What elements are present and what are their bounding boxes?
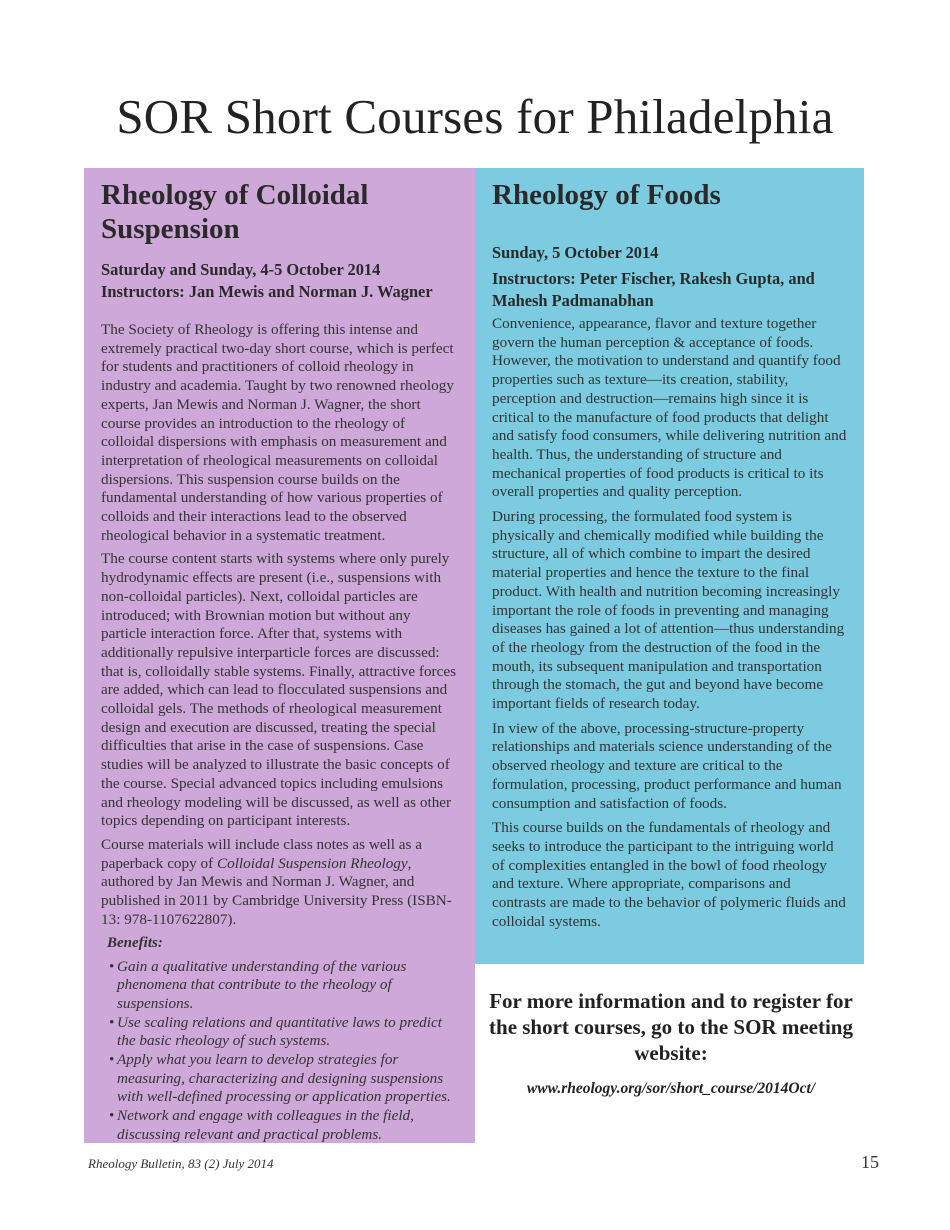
benefit-text: Network and engage with colleagues in the field, discussing relevant and practical problems.	[117, 1107, 414, 1143]
benefit-item	[109, 1051, 459, 1107]
colloidal-suspension-course-panel	[84, 168, 475, 1143]
bullet-icon: •	[109, 1107, 115, 1125]
benefit-item	[109, 1107, 459, 1144]
foods-course-instructors: Instructors: Peter Fischer, Rakesh Gupta, and Mahesh Padmanabhan	[492, 269, 815, 310]
colloidal-paragraph-intro: The Society of Rheology is offering this intense and extremely practical two-day short course, which is perfect for students and practitioners of colloid rheology in industry and academia. Taught by two renowned rheology experts, Jan Mewis and Norman J. Wagner, the short course provides an introduction to the rheology of colloidal dispersions with emphasis on measurement and interpretation of rheological measurements on colloidal dispersions. This suspension course builds on the fundamental understanding of how various properties of colloids and their interactions lead to the observed rheological behavior in a systematic treatment.	[101, 321, 454, 544]
benefit-text: Gain a qualitative understanding of the various phenomena that contribute to the rheology of suspensions.	[117, 957, 407, 1012]
page-title: SOR Short Courses for Philadelphia	[116, 89, 834, 144]
benefits-heading: Benefits:	[107, 934, 163, 951]
benefit-text: Apply what you learn to develop strategies for measuring, characterizing and designing suspensions with well-defined processing or application properties.	[117, 1051, 451, 1106]
colloidal-course-dates: Saturday and Sunday, 4-5 October 2014	[101, 260, 381, 279]
foods-course-title: Rheology of Foods	[492, 179, 721, 211]
promo-heading: For more information and to register for the short courses, go to the SOR meeting website:	[489, 989, 853, 1065]
registration-promo	[476, 988, 866, 1098]
colloidal-paragraph-materials	[101, 836, 459, 930]
benefit-item	[109, 1014, 459, 1051]
materials-text-post: , authored by Jan Mewis and Norman J. Wagner, and published in 2011 by Cambridge University Press (ISBN-13: 978-1107622807).	[101, 854, 452, 928]
foods-paragraph-processing: During processing, the formulated food system is physically and chemically modified while building the structure, all of which combine to impart the desired material properties and hence the texture to the final product. With health and nutrition becoming increasingly important the role of foods in preventing and managing diseases has gained a lot of attention—thus understanding of the rheology from the destruction of the food in the mouth, its subsequent manipulation and transportation through the stomach, the gut and beyond have become important fields of research today.	[492, 508, 845, 713]
page-number: 15	[861, 1152, 879, 1172]
benefits-list	[101, 958, 459, 1145]
registration-link[interactable]: www.rheology.org/sor/short_course/2014Oct/	[526, 1080, 816, 1097]
footer-citation: Rheology Bulletin, 83 (2) July 2014	[88, 1156, 274, 1171]
colloidal-course-instructors: Instructors: Jan Mewis and Norman J. Wagner	[101, 282, 433, 301]
bullet-icon: •	[109, 1013, 115, 1031]
foods-paragraph-fundamentals: This course builds on the fundamentals of rheology and seeks to introduce the participant to the intriguing world of complexities entangled in the bowl of food rheology and texture. Where appropriate, comparisons and contrasts are made to the behavior of polymeric fluids and colloidal systems.	[492, 819, 846, 930]
colloidal-paragraph-content: The course content starts with systems where only purely hydrodynamic effects are present (i.e., suspensions with non-colloidal particles). Next, colloidal particles are introduced; with Brownian motion but without any particle interaction force. After that, systems with additionally repulsive interparticle forces are discussed: that is, colloidally stable systems. Finally, attractive forces are added, which can lead to flocculated suspensions and colloidal gels. The methods of rheological measurement design and execution are discussed, treating the special difficulties that arise in the case of suspensions. Case studies will be analyzed to illustrate the basic concepts of the course. Special advanced topics including emulsions and rheology modeling will be discussed, as well as other topics depending on participant interests.	[101, 550, 456, 830]
materials-text-pre: Course materials will include class notes as well as a paperback copy of	[101, 835, 422, 872]
foods-paragraph-intro: Convenience, appearance, flavor and texture together govern the human perception & acceptance of foods. However, the motivation to understand and quantify food properties such as texture—its creation, stability, perception and destruction—remains high since it is critical to the manufacture of food products that delight and satisfy food consumers, while delivering nutrition and health. Thus, the understanding of structure and mechanical properties of food products is critical to its overall properties and quality perception.	[492, 315, 847, 501]
bullet-icon: •	[109, 957, 115, 975]
materials-book-title: Colloidal Suspension Rheology	[216, 854, 408, 872]
benefit-item	[109, 958, 459, 1014]
foods-course-panel	[475, 168, 864, 964]
bullet-icon: •	[109, 1051, 115, 1069]
colloidal-course-meta	[101, 259, 459, 303]
foods-course-dates: Sunday, 5 October 2014	[492, 243, 659, 262]
colloidal-course-title: Rheology of Colloidal Suspension	[101, 179, 369, 245]
foods-paragraph-relationships: In view of the above, processing-structure-property relationships and materials science understanding of the observed rheology and texture are critical to the formulation, processing, product performance and human consumption and satisfaction of foods.	[492, 719, 842, 812]
benefit-text: Use scaling relations and quantitative laws to predict the basic rheology of such systems.	[117, 1013, 442, 1050]
